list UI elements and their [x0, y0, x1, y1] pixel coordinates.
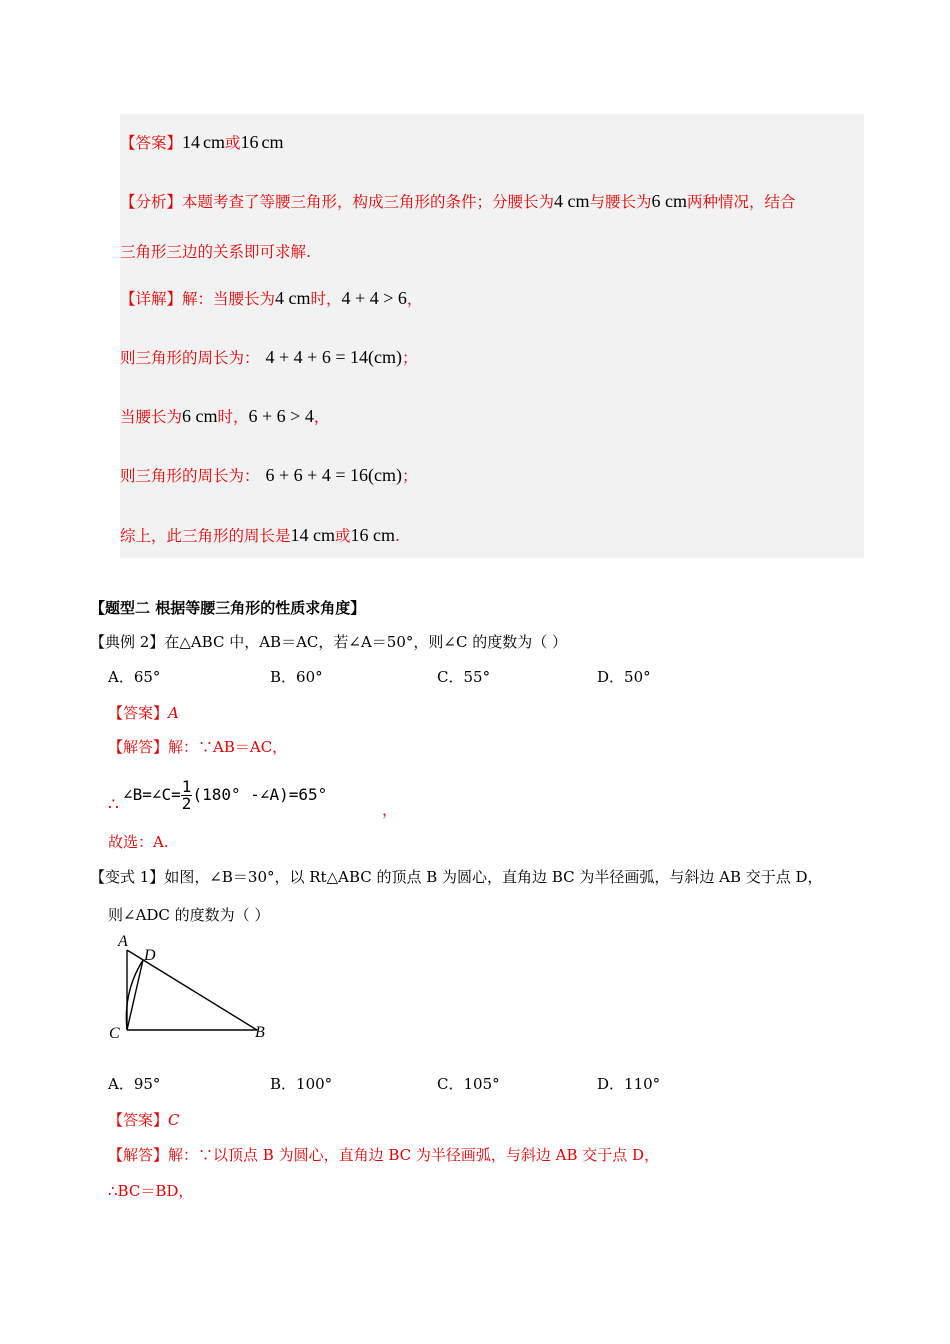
- formula-comma: ，: [382, 801, 398, 819]
- label-b: B: [255, 1024, 265, 1041]
- example-solution-line: 【解答】解：∵AB＝AC，: [108, 738, 288, 756]
- variant-option-c[interactable]: C．105°: [437, 1075, 500, 1093]
- analysis-label: 【分析】: [120, 193, 183, 211]
- variant-option-a[interactable]: A．95°: [108, 1075, 161, 1093]
- detail-line-3: 当腰长为6 cm时，6 + 6 > 4，: [120, 406, 330, 426]
- answer-label: 【答案】: [120, 134, 183, 152]
- variant-option-d[interactable]: D．110°: [597, 1075, 661, 1093]
- formula-image: ∠B=∠C= $\frac{1}{2}$ (180° -∠A)=65°: [123, 777, 328, 813]
- example-option-b[interactable]: B．60°: [270, 668, 323, 686]
- detail-line-2: 则三角形的周长为： 4 + 4 + 6 = 14(cm)；: [120, 347, 418, 367]
- detail-label: 【详解】: [120, 290, 183, 308]
- variant-solution-line: 【解答】解：∵以顶点 B 为圆心，直角边 BC 为半径画弧，与斜边 AB 交于点 D，: [108, 1146, 660, 1164]
- example-option-d[interactable]: D．50°: [597, 668, 651, 686]
- variant-1-line-2: 则∠ADC 的度数为（ ）: [108, 906, 270, 924]
- analysis-line-2: 三角形三边的关系即可求解.: [120, 243, 311, 261]
- example-option-c[interactable]: C．55°: [437, 668, 491, 686]
- analysis-line-1: 【分析】本题考查了等腰三角形，构成三角形的条件；分腰长为4 cm与腰长为6 cm两种情况，结合: [120, 191, 796, 211]
- detail-line-1: 【详解】解：当腰长为4 cm时，4 + 4 > 6，: [120, 288, 423, 308]
- segment-cd: [127, 960, 143, 1030]
- section-heading: 【题型二 根据等腰三角形的性质求角度】: [90, 599, 366, 617]
- detail-line-5: 综上，此三角形的周长是14 cm或16 cm.: [120, 525, 400, 545]
- variant-answer-line: 【答案】C: [108, 1111, 180, 1129]
- detail-line-4: 则三角形的周长为： 6 + 6 + 4 = 16(cm)；: [120, 465, 418, 485]
- label-c: C: [109, 1025, 120, 1042]
- variant-1-line-1: 【变式 1】如图，∠B＝30°，以 Rt△ABC 的顶点 B 为圆心，直角边 BC 为半径画弧，与斜边 AB 交于点 D，: [90, 868, 823, 886]
- example-answer-line: 【答案】A: [108, 704, 179, 722]
- triangle-figure: [105, 932, 285, 1044]
- label-a: A: [118, 933, 128, 950]
- variant-option-b[interactable]: B．100°: [270, 1075, 333, 1093]
- example-option-a[interactable]: A．65°: [108, 668, 161, 686]
- answer-box: [120, 114, 864, 558]
- variant-last-line: ∴BC＝BD，: [108, 1182, 194, 1200]
- label-d: D: [144, 947, 156, 964]
- variant-label: 【变式 1】: [90, 868, 165, 886]
- example-2-line: 【典例 2】在△ABC 中，AB＝AC，若∠A＝50°，则∠C 的度数为（ ）: [90, 633, 567, 651]
- therefore-symbol: ∴: [108, 795, 119, 815]
- formula-fraction: $\frac{1}{2}$: [181, 777, 192, 813]
- choose-line: 故选：A.: [108, 833, 169, 851]
- example-label: 【典例 2】: [90, 633, 165, 651]
- answer-line: 【答案】14 cm或16 cm: [120, 132, 284, 152]
